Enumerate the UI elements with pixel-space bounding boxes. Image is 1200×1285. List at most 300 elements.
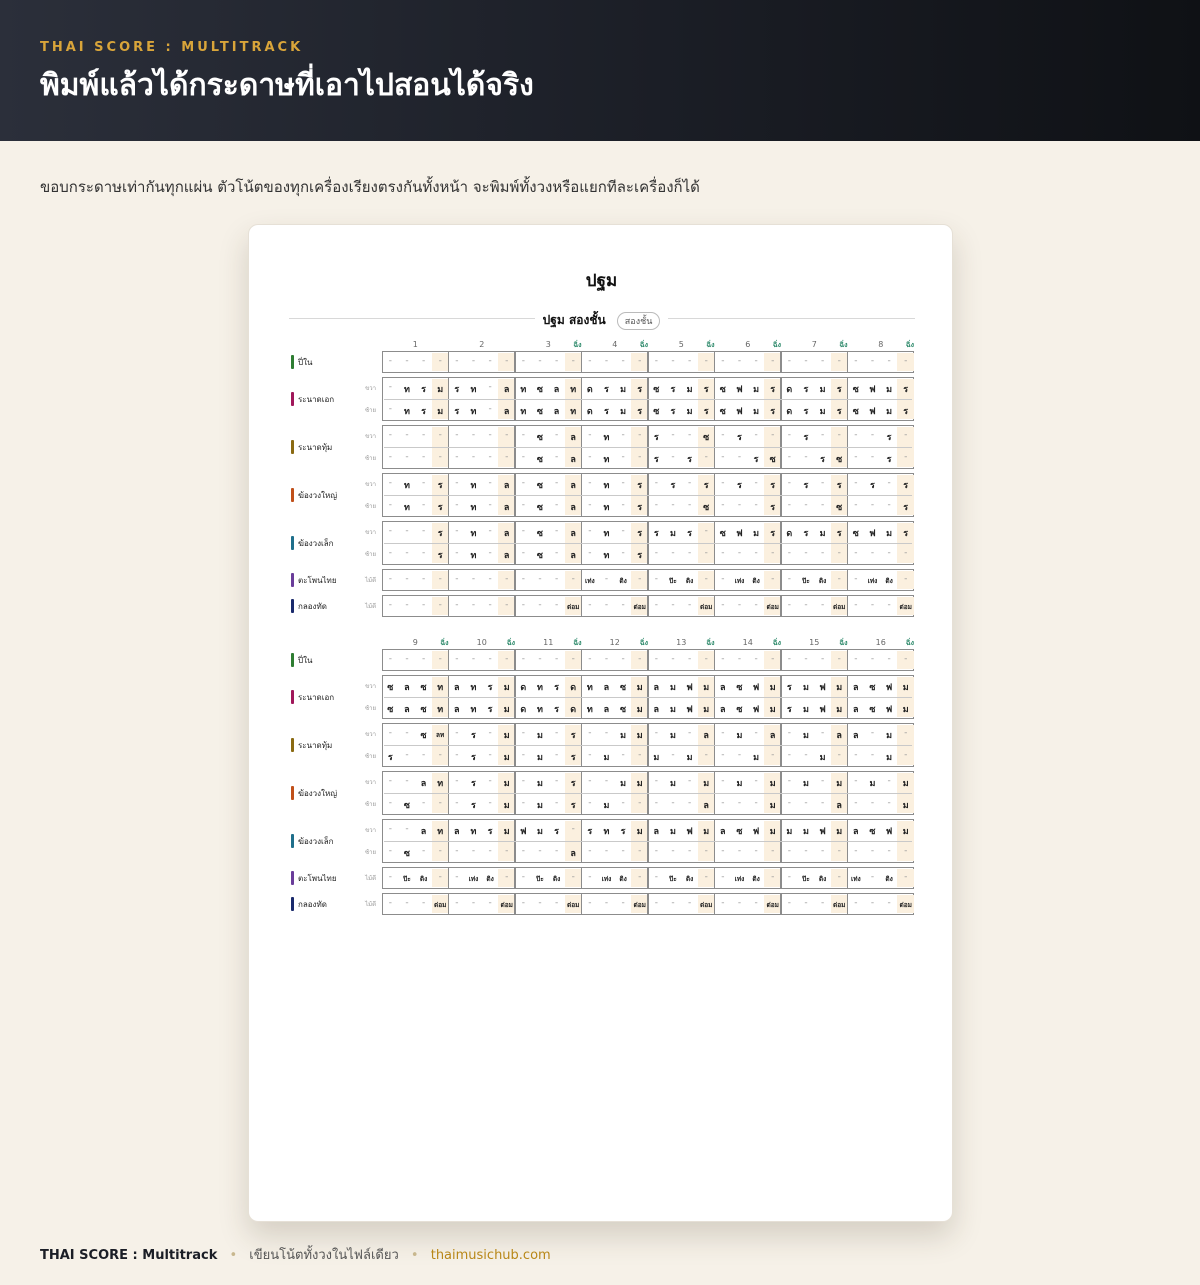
note-cell[interactable]: ซ	[736, 705, 743, 715]
rest-cell[interactable]: -	[870, 548, 875, 558]
note-cell[interactable]: ร	[421, 407, 426, 417]
rest-cell[interactable]: -	[654, 500, 658, 510]
note-cell[interactable]: ป๊ะ	[403, 875, 411, 883]
note-cell[interactable]: ท	[470, 551, 477, 561]
note-cell[interactable]: ฟ	[686, 705, 693, 715]
rest-cell[interactable]: -	[638, 574, 642, 584]
note-cell[interactable]: ล	[503, 385, 510, 395]
rest-cell[interactable]: -	[870, 452, 875, 462]
rest-cell[interactable]: -	[388, 846, 392, 856]
note-cell[interactable]: ม	[669, 683, 676, 693]
rest-cell[interactable]: -	[771, 872, 775, 882]
rest-cell[interactable]: -	[737, 452, 742, 462]
note-cell[interactable]: ป๊ะ	[802, 875, 810, 883]
rest-cell[interactable]: -	[455, 600, 459, 610]
note-cell[interactable]: ฟ	[885, 705, 893, 715]
rest-cell[interactable]: -	[870, 798, 875, 808]
rest-cell[interactable]: -	[588, 548, 592, 558]
note-cell[interactable]: ฟ	[752, 705, 760, 715]
note-cell[interactable]: ล	[454, 683, 460, 693]
rest-cell[interactable]: -	[471, 452, 476, 462]
note-cell[interactable]: ซ	[536, 407, 543, 417]
rest-cell[interactable]: -	[837, 654, 841, 664]
rest-cell[interactable]: -	[588, 500, 592, 510]
note-cell[interactable]: ร	[737, 433, 742, 443]
rest-cell[interactable]: -	[837, 548, 841, 558]
note-cell[interactable]: ม	[902, 683, 909, 693]
note-cell[interactable]: ร	[836, 529, 842, 539]
note-cell[interactable]: เท่ง	[584, 577, 595, 585]
note-cell[interactable]: ม	[503, 705, 510, 715]
rest-cell[interactable]: -	[854, 478, 858, 488]
note-cell[interactable]: ล	[603, 683, 610, 693]
note-cell[interactable]: ม	[886, 529, 893, 539]
rest-cell[interactable]: -	[787, 654, 791, 664]
rest-cell[interactable]: -	[571, 356, 575, 366]
rest-cell[interactable]: -	[521, 478, 525, 488]
rest-cell[interactable]: -	[588, 478, 592, 488]
note-cell[interactable]: ต่อม	[633, 603, 646, 611]
rest-cell[interactable]: -	[787, 452, 791, 462]
note-cell[interactable]: ซ	[653, 385, 660, 395]
note-cell[interactable]: ล	[420, 827, 427, 837]
rest-cell[interactable]: -	[721, 356, 725, 366]
note-cell[interactable]: ม	[636, 779, 643, 789]
rest-cell[interactable]: -	[654, 600, 658, 610]
note-cell[interactable]: ซ	[736, 683, 743, 693]
note-cell[interactable]: ซ	[703, 433, 710, 443]
rest-cell[interactable]: -	[621, 846, 625, 856]
rest-cell[interactable]: -	[638, 654, 642, 664]
rest-cell[interactable]: -	[521, 750, 525, 760]
rest-cell[interactable]: -	[505, 846, 509, 856]
note-cell[interactable]: ซ	[852, 407, 859, 417]
note-cell[interactable]: ร	[471, 753, 476, 763]
note-cell[interactable]: ล	[853, 827, 859, 837]
note-cell[interactable]: ซ	[769, 455, 776, 465]
rest-cell[interactable]: -	[538, 574, 542, 584]
rest-cell[interactable]: -	[621, 452, 625, 462]
note-cell[interactable]: ร	[903, 385, 909, 395]
rest-cell[interactable]: -	[887, 356, 891, 366]
rest-cell[interactable]: -	[887, 548, 891, 558]
note-cell[interactable]: ร	[471, 779, 476, 789]
note-cell[interactable]: ล	[653, 683, 660, 693]
note-cell[interactable]: ม	[669, 705, 676, 715]
rest-cell[interactable]: -	[687, 846, 692, 856]
rest-cell[interactable]: -	[554, 452, 559, 462]
rest-cell[interactable]: -	[421, 574, 426, 584]
rest-cell[interactable]: -	[721, 574, 725, 584]
note-cell[interactable]: ม	[536, 779, 543, 789]
note-cell[interactable]: ฟ	[736, 385, 743, 395]
rest-cell[interactable]: -	[638, 846, 642, 856]
note-cell[interactable]: ร	[770, 385, 776, 395]
rest-cell[interactable]: -	[704, 548, 708, 558]
rest-cell[interactable]: -	[554, 356, 559, 366]
rest-cell[interactable]: -	[471, 574, 476, 584]
rest-cell[interactable]: -	[588, 526, 592, 536]
note-cell[interactable]: ม	[669, 779, 676, 789]
rest-cell[interactable]: -	[388, 798, 392, 808]
note-cell[interactable]: ม	[636, 683, 643, 693]
rest-cell[interactable]: -	[887, 478, 891, 488]
note-cell[interactable]: ร	[637, 407, 643, 417]
rest-cell[interactable]: -	[421, 500, 426, 510]
note-cell[interactable]: ล	[570, 455, 576, 465]
note-cell[interactable]: ม	[819, 529, 826, 539]
rest-cell[interactable]: -	[388, 654, 392, 664]
note-cell[interactable]: ร	[836, 481, 842, 491]
rest-cell[interactable]: -	[571, 654, 575, 664]
rest-cell[interactable]: -	[854, 600, 858, 610]
rest-cell[interactable]: -	[638, 356, 642, 366]
note-cell[interactable]: ม	[769, 683, 776, 693]
rest-cell[interactable]: -	[405, 430, 409, 440]
rest-cell[interactable]: -	[887, 500, 891, 510]
note-cell[interactable]: ม	[786, 827, 793, 837]
note-cell[interactable]: ร	[487, 827, 493, 837]
rest-cell[interactable]: -	[455, 430, 459, 440]
note-cell[interactable]: ร	[554, 683, 559, 693]
note-cell[interactable]: ร	[387, 753, 393, 763]
rest-cell[interactable]: -	[455, 898, 459, 908]
rest-cell[interactable]: -	[721, 728, 725, 738]
note-cell[interactable]: ฟ	[752, 683, 760, 693]
note-cell[interactable]: ซ	[387, 683, 394, 693]
note-cell[interactable]: ม	[503, 801, 510, 811]
note-cell[interactable]: ม	[836, 827, 843, 837]
rest-cell[interactable]: -	[704, 356, 708, 366]
rest-cell[interactable]: -	[571, 824, 575, 834]
rest-cell[interactable]: -	[671, 750, 675, 760]
rest-cell[interactable]: -	[388, 898, 392, 908]
rest-cell[interactable]: -	[671, 654, 675, 664]
note-cell[interactable]: ม	[869, 779, 876, 789]
rest-cell[interactable]: -	[438, 872, 442, 882]
rest-cell[interactable]: -	[804, 500, 808, 510]
note-cell[interactable]: ซ	[536, 481, 543, 491]
rest-cell[interactable]: -	[854, 654, 858, 664]
rest-cell[interactable]: -	[687, 600, 692, 610]
note-cell[interactable]: ท	[403, 407, 410, 417]
note-cell[interactable]: ป๊ะ	[536, 875, 544, 883]
note-cell[interactable]: ม	[769, 827, 776, 837]
note-cell[interactable]: ร	[437, 529, 443, 539]
rest-cell[interactable]: -	[621, 798, 625, 808]
rest-cell[interactable]: -	[588, 750, 592, 760]
note-cell[interactable]: ร	[770, 407, 776, 417]
rest-cell[interactable]: -	[388, 430, 392, 440]
rest-cell[interactable]: -	[771, 750, 775, 760]
rest-cell[interactable]: -	[488, 548, 492, 558]
rest-cell[interactable]: -	[488, 526, 492, 536]
rest-cell[interactable]: -	[870, 728, 875, 738]
rest-cell[interactable]: -	[455, 526, 459, 536]
rest-cell[interactable]: -	[754, 898, 758, 908]
rest-cell[interactable]: -	[521, 776, 525, 786]
note-cell[interactable]: ร	[471, 801, 476, 811]
rest-cell[interactable]: -	[671, 846, 675, 856]
note-cell[interactable]: ล	[853, 683, 859, 693]
rest-cell[interactable]: -	[554, 654, 559, 664]
note-cell[interactable]: ม	[669, 827, 676, 837]
note-cell[interactable]: ล	[853, 705, 859, 715]
rest-cell[interactable]: -	[837, 750, 841, 760]
rest-cell[interactable]: -	[687, 478, 692, 488]
note-cell[interactable]: ล	[570, 849, 576, 859]
rest-cell[interactable]: -	[588, 846, 592, 856]
note-cell[interactable]: ร	[637, 551, 643, 561]
note-cell[interactable]: ล	[853, 731, 859, 741]
rest-cell[interactable]: -	[471, 846, 476, 856]
note-cell[interactable]: ซ	[536, 529, 543, 539]
rest-cell[interactable]: -	[771, 356, 775, 366]
rest-cell[interactable]: -	[554, 846, 559, 856]
note-cell[interactable]: ด	[786, 385, 793, 395]
rest-cell[interactable]: -	[854, 452, 858, 462]
rest-cell[interactable]: -	[704, 526, 708, 536]
rest-cell[interactable]: -	[687, 356, 692, 366]
note-cell[interactable]: ท	[603, 433, 610, 443]
note-cell[interactable]: เท่ง	[734, 875, 745, 883]
note-cell[interactable]: เท่ง	[601, 875, 612, 883]
note-cell[interactable]: ร	[570, 731, 576, 741]
rest-cell[interactable]: -	[388, 382, 392, 392]
rest-cell[interactable]: -	[870, 654, 875, 664]
note-cell[interactable]: ซ	[836, 455, 843, 465]
rest-cell[interactable]: -	[505, 452, 509, 462]
rest-cell[interactable]: -	[621, 654, 625, 664]
rest-cell[interactable]: -	[538, 600, 542, 610]
rest-cell[interactable]: -	[588, 872, 592, 882]
rest-cell[interactable]: -	[388, 600, 392, 610]
note-cell[interactable]: ท	[470, 529, 477, 539]
note-cell[interactable]: ร	[803, 433, 809, 443]
note-cell[interactable]: ซ	[869, 705, 876, 715]
rest-cell[interactable]: -	[388, 356, 392, 366]
rest-cell[interactable]: -	[787, 872, 791, 882]
rest-cell[interactable]: -	[654, 478, 658, 488]
note-cell[interactable]: ด	[520, 683, 527, 693]
rest-cell[interactable]: -	[488, 600, 492, 610]
note-cell[interactable]: ท	[437, 827, 444, 837]
note-cell[interactable]: ม	[886, 385, 893, 395]
rest-cell[interactable]: -	[554, 750, 559, 760]
rest-cell[interactable]: -	[505, 430, 509, 440]
note-cell[interactable]: ม	[886, 407, 893, 417]
note-cell[interactable]: ท	[520, 407, 527, 417]
note-cell[interactable]: ด	[786, 407, 793, 417]
rest-cell[interactable]: -	[455, 548, 459, 558]
note-cell[interactable]: ร	[803, 529, 809, 539]
note-cell[interactable]: ซ	[836, 503, 843, 513]
rest-cell[interactable]: -	[488, 574, 492, 584]
rest-cell[interactable]: -	[804, 898, 808, 908]
note-cell[interactable]: ล	[503, 481, 510, 491]
rest-cell[interactable]: -	[471, 600, 476, 610]
rest-cell[interactable]: -	[837, 430, 841, 440]
note-cell[interactable]: ม	[703, 683, 710, 693]
rest-cell[interactable]: -	[804, 798, 808, 808]
note-cell[interactable]: ม	[503, 731, 510, 741]
note-cell[interactable]: ต่อม	[500, 901, 513, 909]
note-cell[interactable]: ท	[437, 683, 444, 693]
note-cell[interactable]: ฟ	[819, 827, 826, 837]
rest-cell[interactable]: -	[505, 872, 509, 882]
note-cell[interactable]: ร	[487, 705, 493, 715]
rest-cell[interactable]: -	[604, 846, 609, 856]
note-cell[interactable]: ม	[902, 705, 909, 715]
note-cell[interactable]: ล	[570, 503, 576, 513]
rest-cell[interactable]: -	[870, 750, 875, 760]
rest-cell[interactable]: -	[737, 898, 742, 908]
note-cell[interactable]: ร	[604, 407, 609, 417]
rest-cell[interactable]: -	[405, 600, 409, 610]
note-cell[interactable]: ล	[703, 731, 709, 741]
rest-cell[interactable]: -	[455, 500, 459, 510]
rest-cell[interactable]: -	[654, 356, 658, 366]
rest-cell[interactable]: -	[804, 654, 808, 664]
rest-cell[interactable]: -	[554, 600, 559, 610]
rest-cell[interactable]: -	[521, 654, 525, 664]
rest-cell[interactable]: -	[671, 548, 675, 558]
rest-cell[interactable]: -	[621, 430, 625, 440]
note-cell[interactable]: ล	[769, 731, 776, 741]
rest-cell[interactable]: -	[787, 500, 791, 510]
rest-cell[interactable]: -	[654, 898, 658, 908]
rest-cell[interactable]: -	[687, 898, 692, 908]
rest-cell[interactable]: -	[787, 478, 791, 488]
rest-cell[interactable]: -	[421, 452, 426, 462]
note-cell[interactable]: ม	[769, 705, 776, 715]
note-cell[interactable]: ซ	[852, 529, 859, 539]
note-cell[interactable]: ฟ	[885, 827, 893, 837]
note-cell[interactable]: ม	[536, 753, 543, 763]
rest-cell[interactable]: -	[588, 728, 592, 738]
rest-cell[interactable]: -	[554, 798, 559, 808]
rest-cell[interactable]: -	[787, 750, 791, 760]
note-cell[interactable]: ร	[570, 779, 576, 789]
rest-cell[interactable]: -	[887, 654, 891, 664]
rest-cell[interactable]: -	[754, 600, 758, 610]
rest-cell[interactable]: -	[904, 548, 908, 558]
note-cell[interactable]: ร	[737, 481, 742, 491]
note-cell[interactable]: ม	[437, 407, 444, 417]
note-cell[interactable]: เท่ง	[468, 875, 479, 883]
rest-cell[interactable]: -	[904, 574, 908, 584]
note-cell[interactable]: ร	[437, 481, 443, 491]
rest-cell[interactable]: -	[438, 452, 442, 462]
note-cell[interactable]: ม	[703, 779, 710, 789]
note-cell[interactable]: ท	[437, 705, 444, 715]
note-cell[interactable]: ม	[669, 529, 676, 539]
rest-cell[interactable]: -	[421, 846, 426, 856]
rest-cell[interactable]: -	[455, 776, 459, 786]
note-cell[interactable]: ท	[603, 551, 610, 561]
note-cell[interactable]: ท	[586, 683, 593, 693]
rest-cell[interactable]: -	[687, 728, 692, 738]
note-cell[interactable]: ซ	[869, 827, 876, 837]
rest-cell[interactable]: -	[521, 574, 525, 584]
rest-cell[interactable]: -	[554, 898, 559, 908]
rest-cell[interactable]: -	[787, 798, 791, 808]
note-cell[interactable]: ม	[503, 753, 510, 763]
note-cell[interactable]: ท	[470, 503, 477, 513]
note-cell[interactable]: ร	[570, 801, 576, 811]
note-cell[interactable]: ล	[404, 683, 410, 693]
rest-cell[interactable]: -	[837, 846, 841, 856]
note-cell[interactable]: ซ	[420, 705, 427, 715]
rest-cell[interactable]: -	[870, 500, 875, 510]
note-cell[interactable]: ล	[454, 705, 460, 715]
note-cell[interactable]: ท	[403, 503, 410, 513]
note-cell[interactable]: ล	[720, 705, 726, 715]
rest-cell[interactable]: -	[638, 750, 642, 760]
note-cell[interactable]: ร	[454, 407, 460, 417]
note-cell[interactable]: ฟ	[819, 705, 826, 715]
note-cell[interactable]: ซ	[403, 801, 410, 811]
note-cell[interactable]: ต่อม	[566, 603, 580, 611]
note-cell[interactable]: ม	[753, 529, 760, 539]
note-cell[interactable]: ม	[636, 731, 643, 741]
rest-cell[interactable]: -	[787, 600, 791, 610]
note-cell[interactable]: ซ	[620, 705, 627, 715]
rest-cell[interactable]: -	[588, 776, 592, 786]
note-cell[interactable]: ซ	[852, 385, 859, 395]
rest-cell[interactable]: -	[604, 574, 609, 584]
rest-cell[interactable]: -	[704, 750, 708, 760]
rest-cell[interactable]: -	[421, 750, 426, 760]
rest-cell[interactable]: -	[405, 750, 409, 760]
note-cell[interactable]: ร	[620, 827, 626, 837]
rest-cell[interactable]: -	[438, 430, 442, 440]
note-cell[interactable]: ม	[536, 827, 543, 837]
rest-cell[interactable]: -	[621, 478, 625, 488]
rest-cell[interactable]: -	[488, 728, 492, 738]
rest-cell[interactable]: -	[438, 600, 442, 610]
rest-cell[interactable]: -	[687, 776, 692, 786]
rest-cell[interactable]: -	[604, 654, 609, 664]
note-cell[interactable]: ล	[503, 407, 510, 417]
rest-cell[interactable]: -	[505, 600, 509, 610]
note-cell[interactable]: ท	[437, 779, 444, 789]
rest-cell[interactable]: -	[754, 500, 758, 510]
rest-cell[interactable]: -	[771, 574, 775, 584]
rest-cell[interactable]: -	[488, 846, 492, 856]
rest-cell[interactable]: -	[721, 654, 725, 664]
rest-cell[interactable]: -	[455, 452, 459, 462]
rest-cell[interactable]: -	[388, 452, 392, 462]
rest-cell[interactable]: -	[721, 600, 725, 610]
note-cell[interactable]: ร	[770, 503, 776, 513]
rest-cell[interactable]: -	[571, 872, 575, 882]
note-cell[interactable]: ม	[753, 385, 760, 395]
note-cell[interactable]: ร	[637, 529, 643, 539]
rest-cell[interactable]: -	[521, 452, 525, 462]
note-cell[interactable]: ฟ	[869, 529, 876, 539]
note-cell[interactable]: ท	[603, 481, 610, 491]
note-cell[interactable]: ม	[802, 705, 809, 715]
note-cell[interactable]: ม	[802, 779, 809, 789]
rest-cell[interactable]: -	[538, 898, 542, 908]
rest-cell[interactable]: -	[654, 776, 658, 786]
rest-cell[interactable]: -	[521, 846, 525, 856]
note-cell[interactable]: ซ	[536, 385, 543, 395]
note-cell[interactable]: ติง	[885, 875, 893, 883]
note-cell[interactable]: ม	[620, 407, 627, 417]
rest-cell[interactable]: -	[521, 872, 525, 882]
